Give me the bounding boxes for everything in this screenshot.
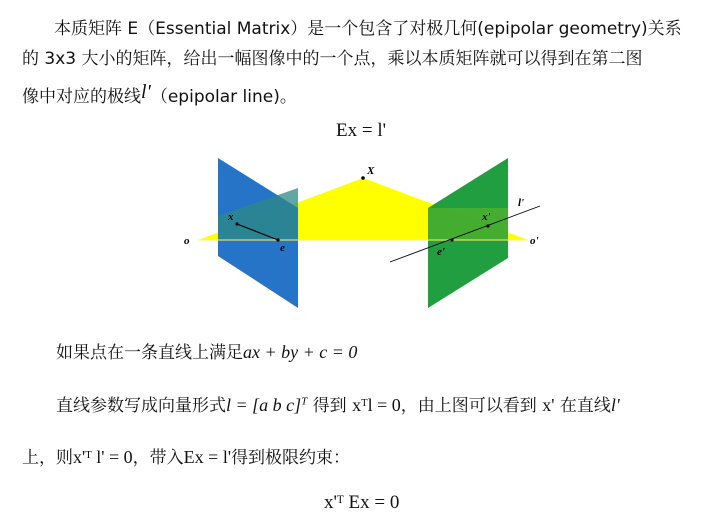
line-equation-sentence xyxy=(56,338,720,363)
vector-form-x-prime: x' xyxy=(542,395,555,415)
vector-form-prefix: 直线参数写成向量形式 xyxy=(56,396,226,416)
vector-form-math2: xᵀl = 0 xyxy=(352,395,401,415)
vector-form-mid: 得到 xyxy=(307,396,347,416)
equation-ex-equals-l: Ex = l' xyxy=(336,120,387,141)
paragraph-line-3 xyxy=(22,82,720,108)
vector-form-sentence xyxy=(56,391,720,416)
label-X: X xyxy=(367,165,375,177)
paragraph-line-3-text: 像中对应的极线 xyxy=(22,87,141,107)
constraint-sentence xyxy=(22,443,720,468)
constraint-mid: ，带入 xyxy=(132,448,184,468)
constraint-math: x'ᵀ l' = 0 xyxy=(73,447,133,467)
vector-form-suffix: ，由上图可以看到 xyxy=(400,396,537,416)
constraint-prefix: 上，则 xyxy=(22,448,73,468)
vector-form-suffix2: 在直线 xyxy=(559,396,611,416)
epipolar-constraint-equation: x'ᵀ Ex = 0 xyxy=(324,492,400,513)
point-x xyxy=(235,222,238,225)
paragraph-line-2: 的 3x3 大小的矩阵，给出一幅图像中的一个点，乘以本质矩阵就可以得到在第二图 xyxy=(22,49,643,69)
label-o-prime: o' xyxy=(530,235,539,247)
epipolar-line-symbol: l' xyxy=(141,81,151,103)
vector-form-math: l = [a b c] xyxy=(226,395,302,415)
label-x-prime: x' xyxy=(482,211,491,223)
vector-form-l-prime: l' xyxy=(610,395,620,415)
line-equation-math: ax + by + c = 0 xyxy=(243,342,358,362)
label-o: o xyxy=(184,235,190,247)
label-l-prime: l' xyxy=(518,197,525,209)
constraint-math2: Ex = l' xyxy=(183,447,232,467)
point-x-prime xyxy=(486,224,489,227)
paragraph-line-3-tail: （epipolar line)。 xyxy=(150,87,297,107)
point-e-prime xyxy=(450,238,453,241)
right-plane-overlap xyxy=(428,208,508,240)
label-x: x xyxy=(228,211,234,223)
label-e: e xyxy=(280,242,285,254)
point-X xyxy=(361,176,365,180)
constraint-suffix: 得到极限约束： xyxy=(231,448,351,468)
vector-form-transpose: T xyxy=(301,395,308,408)
label-e-prime: e' xyxy=(437,246,445,258)
line-equation-prefix: 如果点在一条直线上满足 xyxy=(56,343,243,363)
epipolar-geometry-diagram xyxy=(180,158,550,318)
paragraph-line-1: 本质矩阵 E（Essential Matrix）是一个包含了对极几何(epipolar geometry)关系 xyxy=(54,19,682,39)
